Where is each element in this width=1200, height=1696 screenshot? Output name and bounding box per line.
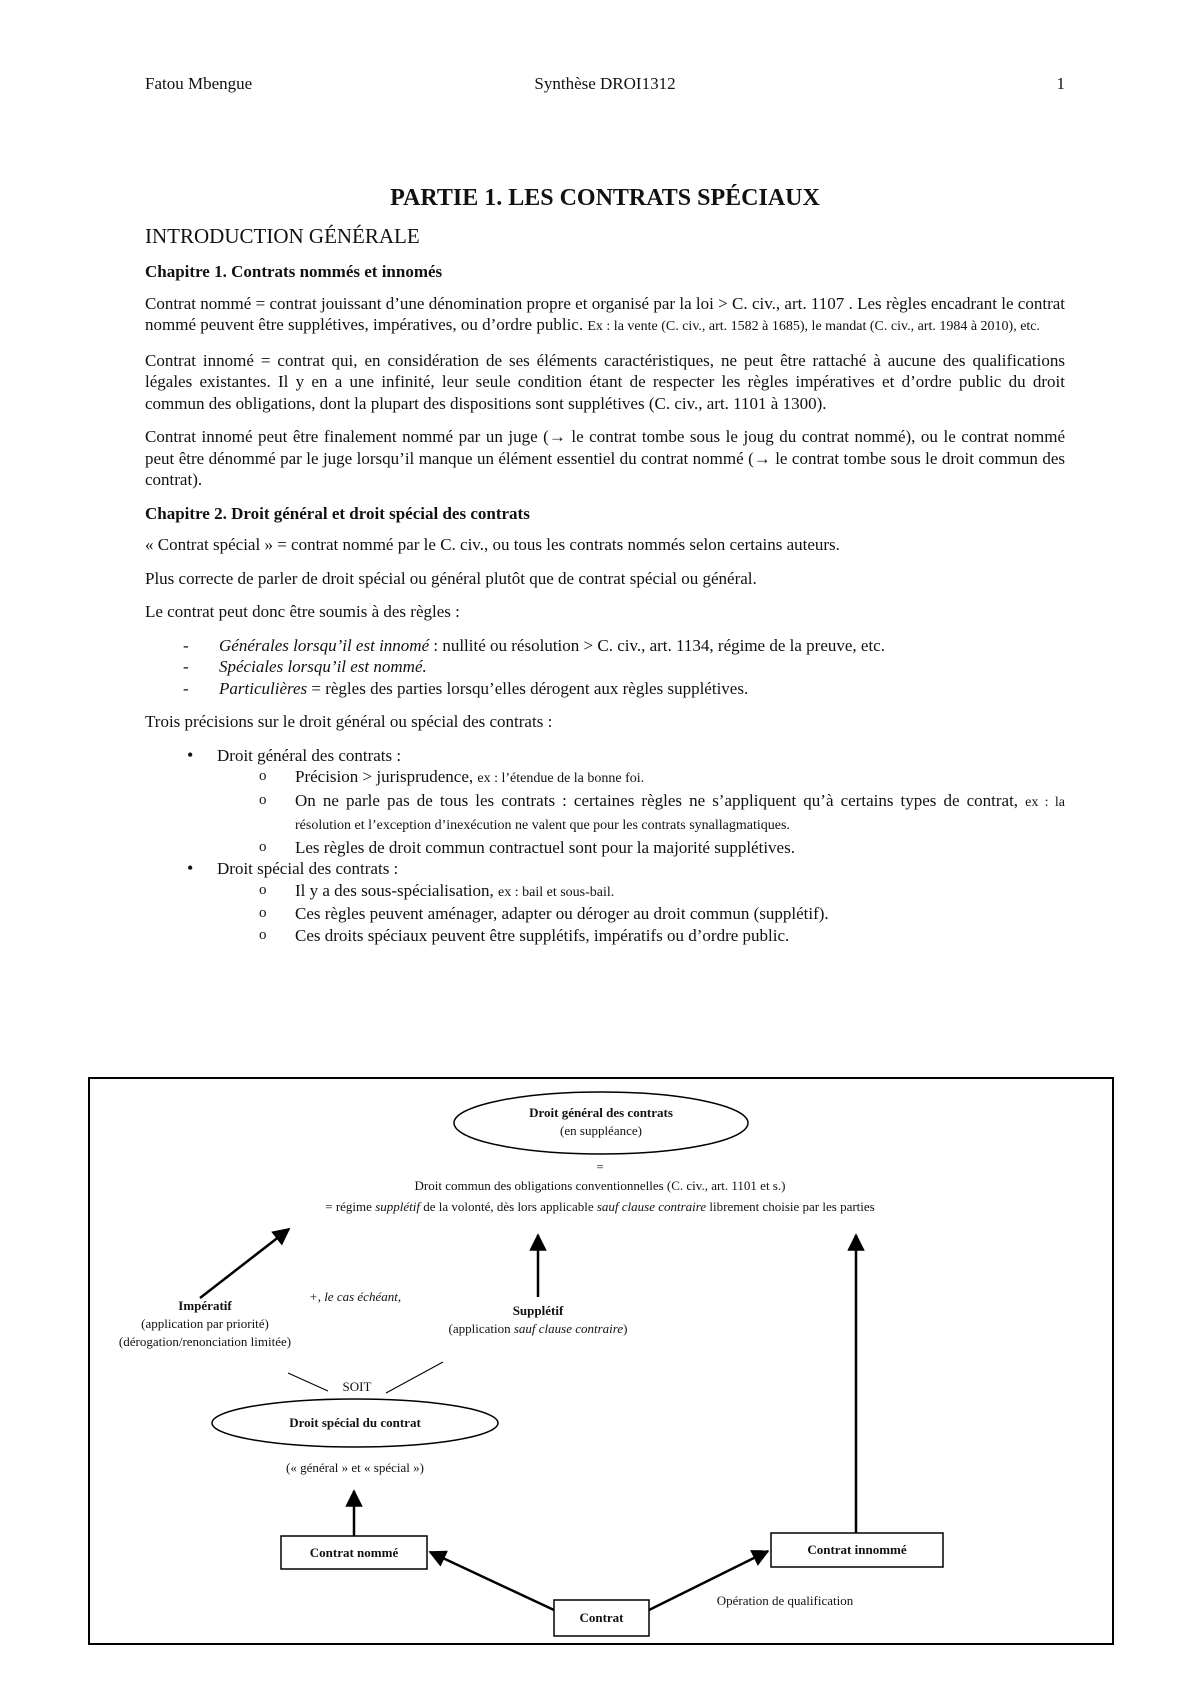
text-part-italic: sauf clause contraire	[596, 1199, 707, 1214]
list-item	[257, 766, 1065, 790]
contract-law-diagram	[88, 1077, 1114, 1645]
if-applicable-note	[300, 1289, 410, 1305]
ch1-paragraph-2: Contrat innomé = contrat qui, en considération de ses éléments caractéristiques, ne peut être rattaché à aucune des qualifications légales existantes. Il y en a une infinité, leur seule condition étant de respecter les règles impératives et d’ordre public du droit commun des obligations, dont la plupart des dispositions sont supplétives (C. civ., art. 1101 à 1300).	[145, 350, 1065, 413]
rule-special: Spéciales lorsqu’il est nommé.	[219, 657, 427, 676]
bullet-special: Droit spécial des contrats :	[217, 859, 399, 878]
ch1-paragraph-3: Contrat innomé peut être finalement nommé par un juge (→ le contrat tombe sous le joug du contrat nommé), ou le contrat nommé peut être dénommé par le juge lorsqu’il manque un élément essentiel du contrat nommé (→ le contrat tombe sous le droit commun des contrat).	[145, 427, 1065, 489]
text-part: (application	[448, 1321, 514, 1336]
soit-label: SOIT	[342, 1379, 372, 1394]
ch2-paragraph-1: « Contrat spécial » = contrat nommé par le C. civ., ou tous les contrats nommés selon certains auteurs.	[145, 535, 840, 554]
document-body	[145, 183, 1065, 946]
ch1-paragraph-1	[145, 293, 1065, 338]
common-law-line-2	[200, 1199, 1000, 1215]
page-header	[145, 74, 1065, 98]
sublist-general	[257, 766, 1065, 858]
list-item	[257, 925, 1065, 947]
item-text: Ces règles peuvent aménager, adapter ou déroger au droit commun (supplétif).	[295, 904, 829, 923]
item-example: ex : la résolution et l’exception d’inexécution ne valent que pour les contrats synallagmatiques.	[295, 794, 1065, 833]
ch1-p1-text: Contrat nommé = contrat jouissant d’une dénomination propre et organisé par la loi > C. civ., art. 1107 . Les règles encadrant le contrat nommé peuvent être supplétives, impératives, ou d’ordre public.	[145, 293, 1065, 334]
qualification-label: Opération de qualification	[716, 1593, 854, 1608]
contract-label: Contrat	[579, 1610, 624, 1625]
item-example: ex : bail et sous-bail.	[498, 884, 615, 900]
list-item	[257, 880, 1065, 904]
imperative-line-2: (dérogation/renonciation limitée)	[118, 1334, 292, 1349]
list-item	[257, 790, 1065, 837]
list-item	[187, 745, 1065, 859]
text-part: librement choisie par les parties	[706, 1199, 875, 1214]
imperative-line-1: (application par priorité)	[141, 1316, 269, 1331]
suppletive-title: Supplétif	[512, 1303, 564, 1318]
rule-general: Générales lorsqu’il est innomé	[219, 635, 430, 655]
ch2-paragraph-4: Trois précisions sur le droit général ou spécial des contrats :	[145, 712, 553, 731]
bullet-general: Droit général des contrats :	[217, 745, 402, 765]
text-part: de la volonté, dès lors applicable	[419, 1199, 597, 1214]
ch2-paragraph-2: Plus correcte de parler de droit spécial ou général plutôt que de contrat spécial ou général.	[145, 568, 757, 588]
header-author: Fatou Mbengue	[145, 74, 253, 93]
rule-particular-detail: = règles des parties lorsqu’elles dérogent aux règles supplétives.	[307, 678, 749, 698]
page-number: 1	[1056, 74, 1065, 93]
item-text: Ces droits spéciaux peuvent être supplétifs, impératifs ou d’ordre public.	[295, 925, 790, 945]
list-item	[183, 635, 1065, 657]
rule-general-detail: : nullité ou résolution > C. civ., art. 1134, régime de la preuve, etc.	[429, 635, 885, 655]
header-course: Synthèse DROI1312	[534, 74, 676, 93]
suppletive-subtitle	[420, 1321, 656, 1337]
equals-sign: =	[596, 1159, 604, 1174]
sublist-special	[257, 880, 1065, 947]
special-law-title: Droit spécial du contrat	[289, 1415, 421, 1430]
list-item	[187, 858, 1065, 946]
list-item	[257, 903, 1065, 925]
unnamed-contract-label: Contrat innommé	[807, 1542, 907, 1557]
intro-heading: INTRODUCTION GÉNÉRALE	[145, 224, 420, 248]
rules-list	[183, 635, 1065, 700]
precisions-list	[187, 745, 1065, 947]
item-text: Il y a des sous-spécialisation,	[295, 880, 499, 900]
special-law-subtitle: (« général » et « spécial »)	[286, 1460, 424, 1475]
text-part: )	[623, 1321, 628, 1336]
soit-line-left	[288, 1373, 328, 1391]
list-item	[183, 678, 1065, 700]
text-part-italic: supplétif	[375, 1199, 420, 1214]
chapter-2-heading: Chapitre 2. Droit général et droit spécial des contrats	[145, 503, 530, 523]
item-text: Précision > jurisprudence,	[295, 767, 478, 786]
general-law-subtitle: (en suppléance)	[560, 1123, 642, 1138]
page-title: PARTIE 1. LES CONTRATS SPÉCIAUX	[390, 185, 820, 211]
list-item	[183, 656, 1065, 678]
imperative-title: Impératif	[178, 1298, 232, 1313]
ch1-p1-example: Ex : la vente (C. civ., art. 1582 à 1685), le mandat (C. civ., art. 1984 à 2010), etc.	[587, 319, 1041, 334]
item-text: On ne parle pas de tous les contrats : certaines règles ne s’appliquent qu’à certains types de contrat,	[295, 790, 1026, 810]
text-part: = régime	[325, 1199, 376, 1214]
rule-particular: Particulières	[219, 678, 308, 698]
item-text: Les règles de droit commun contractuel sont pour la majorité supplétives.	[295, 837, 795, 857]
text-part-italic: sauf clause contraire	[513, 1321, 624, 1336]
chapter-1-heading: Chapitre 1. Contrats nommés et innomés	[145, 262, 443, 281]
text-part-italic: +, le cas échéant,	[308, 1289, 402, 1304]
list-item	[257, 837, 1065, 859]
arrow-imperative	[200, 1229, 289, 1298]
arrow-contract-to-named	[430, 1552, 554, 1610]
soit-line-right	[386, 1362, 443, 1393]
item-example: ex : l’étendue de la bonne foi.	[477, 771, 645, 786]
common-law-line-1: Droit commun des obligations conventionnelles (C. civ., art. 1101 et s.)	[414, 1178, 786, 1193]
named-contract-label: Contrat nommé	[309, 1545, 399, 1560]
ch2-paragraph-3: Le contrat peut donc être soumis à des règles :	[145, 602, 460, 621]
general-law-title: Droit général des contrats	[529, 1105, 673, 1120]
